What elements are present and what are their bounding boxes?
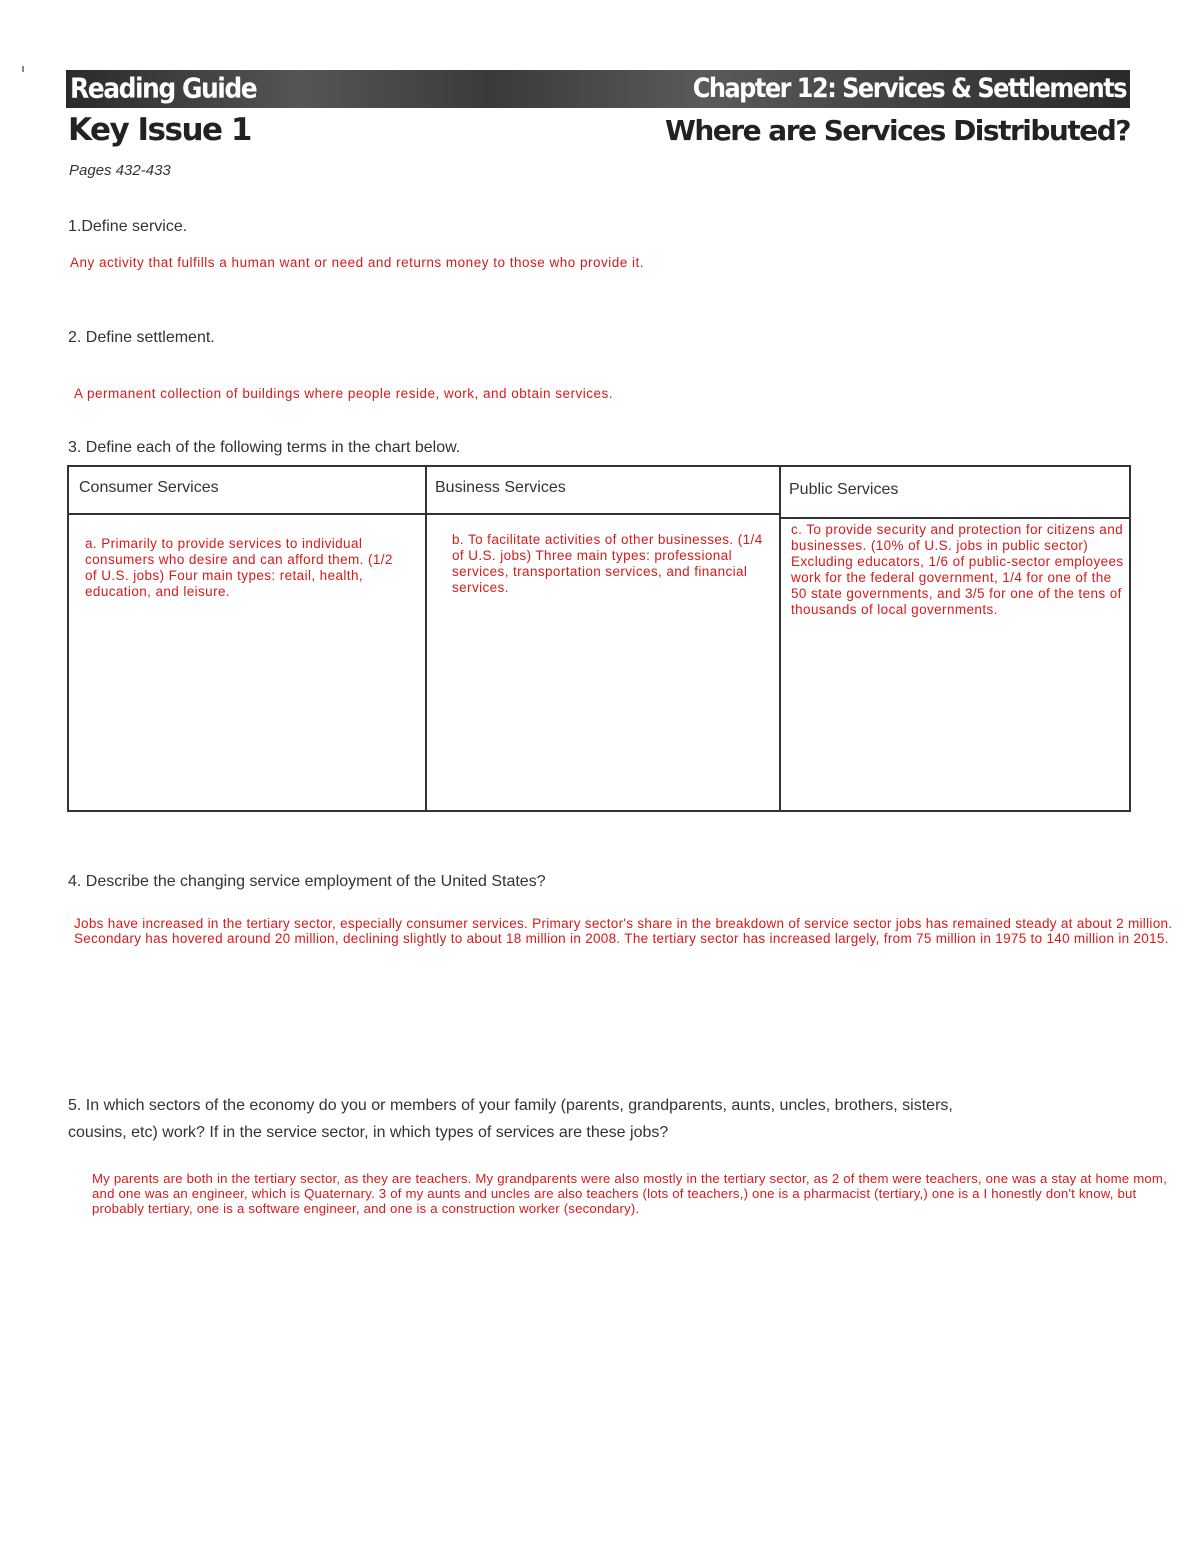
question-1: 1.Define service. xyxy=(68,218,188,235)
question-5-line-1: 5. In which sectors of the economy do you or members of your family (parents, grandparents, aunts, uncles, brothers, sisters, xyxy=(68,1097,953,1114)
chart-header-cell xyxy=(779,467,1129,519)
scan-mark xyxy=(22,66,24,72)
key-issue-title: Key Issue 1 xyxy=(68,112,251,148)
key-question-title: Where are Services Distributed? xyxy=(664,114,1130,147)
services-chart xyxy=(67,465,1131,812)
answer-1: Any activity that fulfills a human want or need and returns money to those who provide it. xyxy=(70,255,645,270)
chart-column-public xyxy=(779,467,1129,810)
question-2: 2. Define settlement. xyxy=(68,329,215,346)
chart-header-cell xyxy=(69,467,425,515)
answer-5: My parents are both in the tertiary sector, as they are teachers. My grandparents were also mostly in the tertiary sector, as 2 of them were teachers, one was a stay at home mom, and one was an engineer, which is Quaternary. 3 of my aunts and uncles are also teachers (lots of teachers,) one is a pharmacist (tertiary,) one is a I honestly don't know, but probably tertiary, one is a software engineer, and one is a construction worker (secondary). xyxy=(92,1171,1167,1216)
business-services-answer: b. To facilitate activities of other businesses. (1/4 of U.S. jobs) Three main types: professional services, transportation services, and financial services. xyxy=(452,532,763,595)
consumer-services-header: Consumer Services xyxy=(79,479,219,496)
public-services-answer: c. To provide security and protection for citizens and businesses. (10% of U.S. jobs in public sector) Excluding educators, 1/6 of public-sector employees work for the federal government, 1/4 for one of the 50 state governments, and 3/5 for one of the tens of thousands of local governments. xyxy=(791,522,1124,617)
public-services-header: Public Services xyxy=(789,481,899,498)
chart-column-consumer xyxy=(69,467,427,810)
question-3: 3. Define each of the following terms in the chart below. xyxy=(68,439,461,456)
chart-header-cell xyxy=(425,467,779,515)
consumer-services-answer: a. Primarily to provide services to individual consumers who desire and can afford them. (1/2 of U.S. jobs) Four main types: retail, health, education, and leisure. xyxy=(85,536,393,599)
question-5-line-2: cousins, etc) work? If in the service sector, in which types of services are these jobs? xyxy=(68,1124,669,1141)
business-services-header: Business Services xyxy=(435,479,566,496)
reading-guide-label: Reading Guide xyxy=(70,72,257,104)
answer-4: Jobs have increased in the tertiary sector, especially consumer services. Primary sector's share in the breakdown of service sector jobs has remained steady at about 2 million. Secondary has hovered around 20 million, declining slightly to about 18 million in 2008. The tertiary sector has increased largely, from 75 million in 1975 to 140 million in 2015. xyxy=(74,916,1173,946)
question-4: 4. Describe the changing service employment of the United States? xyxy=(68,873,546,890)
answer-2: A permanent collection of buildings where people reside, work, and obtain services. xyxy=(74,386,614,401)
chart-column-business xyxy=(425,467,781,810)
page-range: Pages 432-433 xyxy=(69,162,171,179)
header-banner xyxy=(66,70,1130,108)
chapter-title: Chapter 12: Services & Settlements xyxy=(692,73,1126,104)
